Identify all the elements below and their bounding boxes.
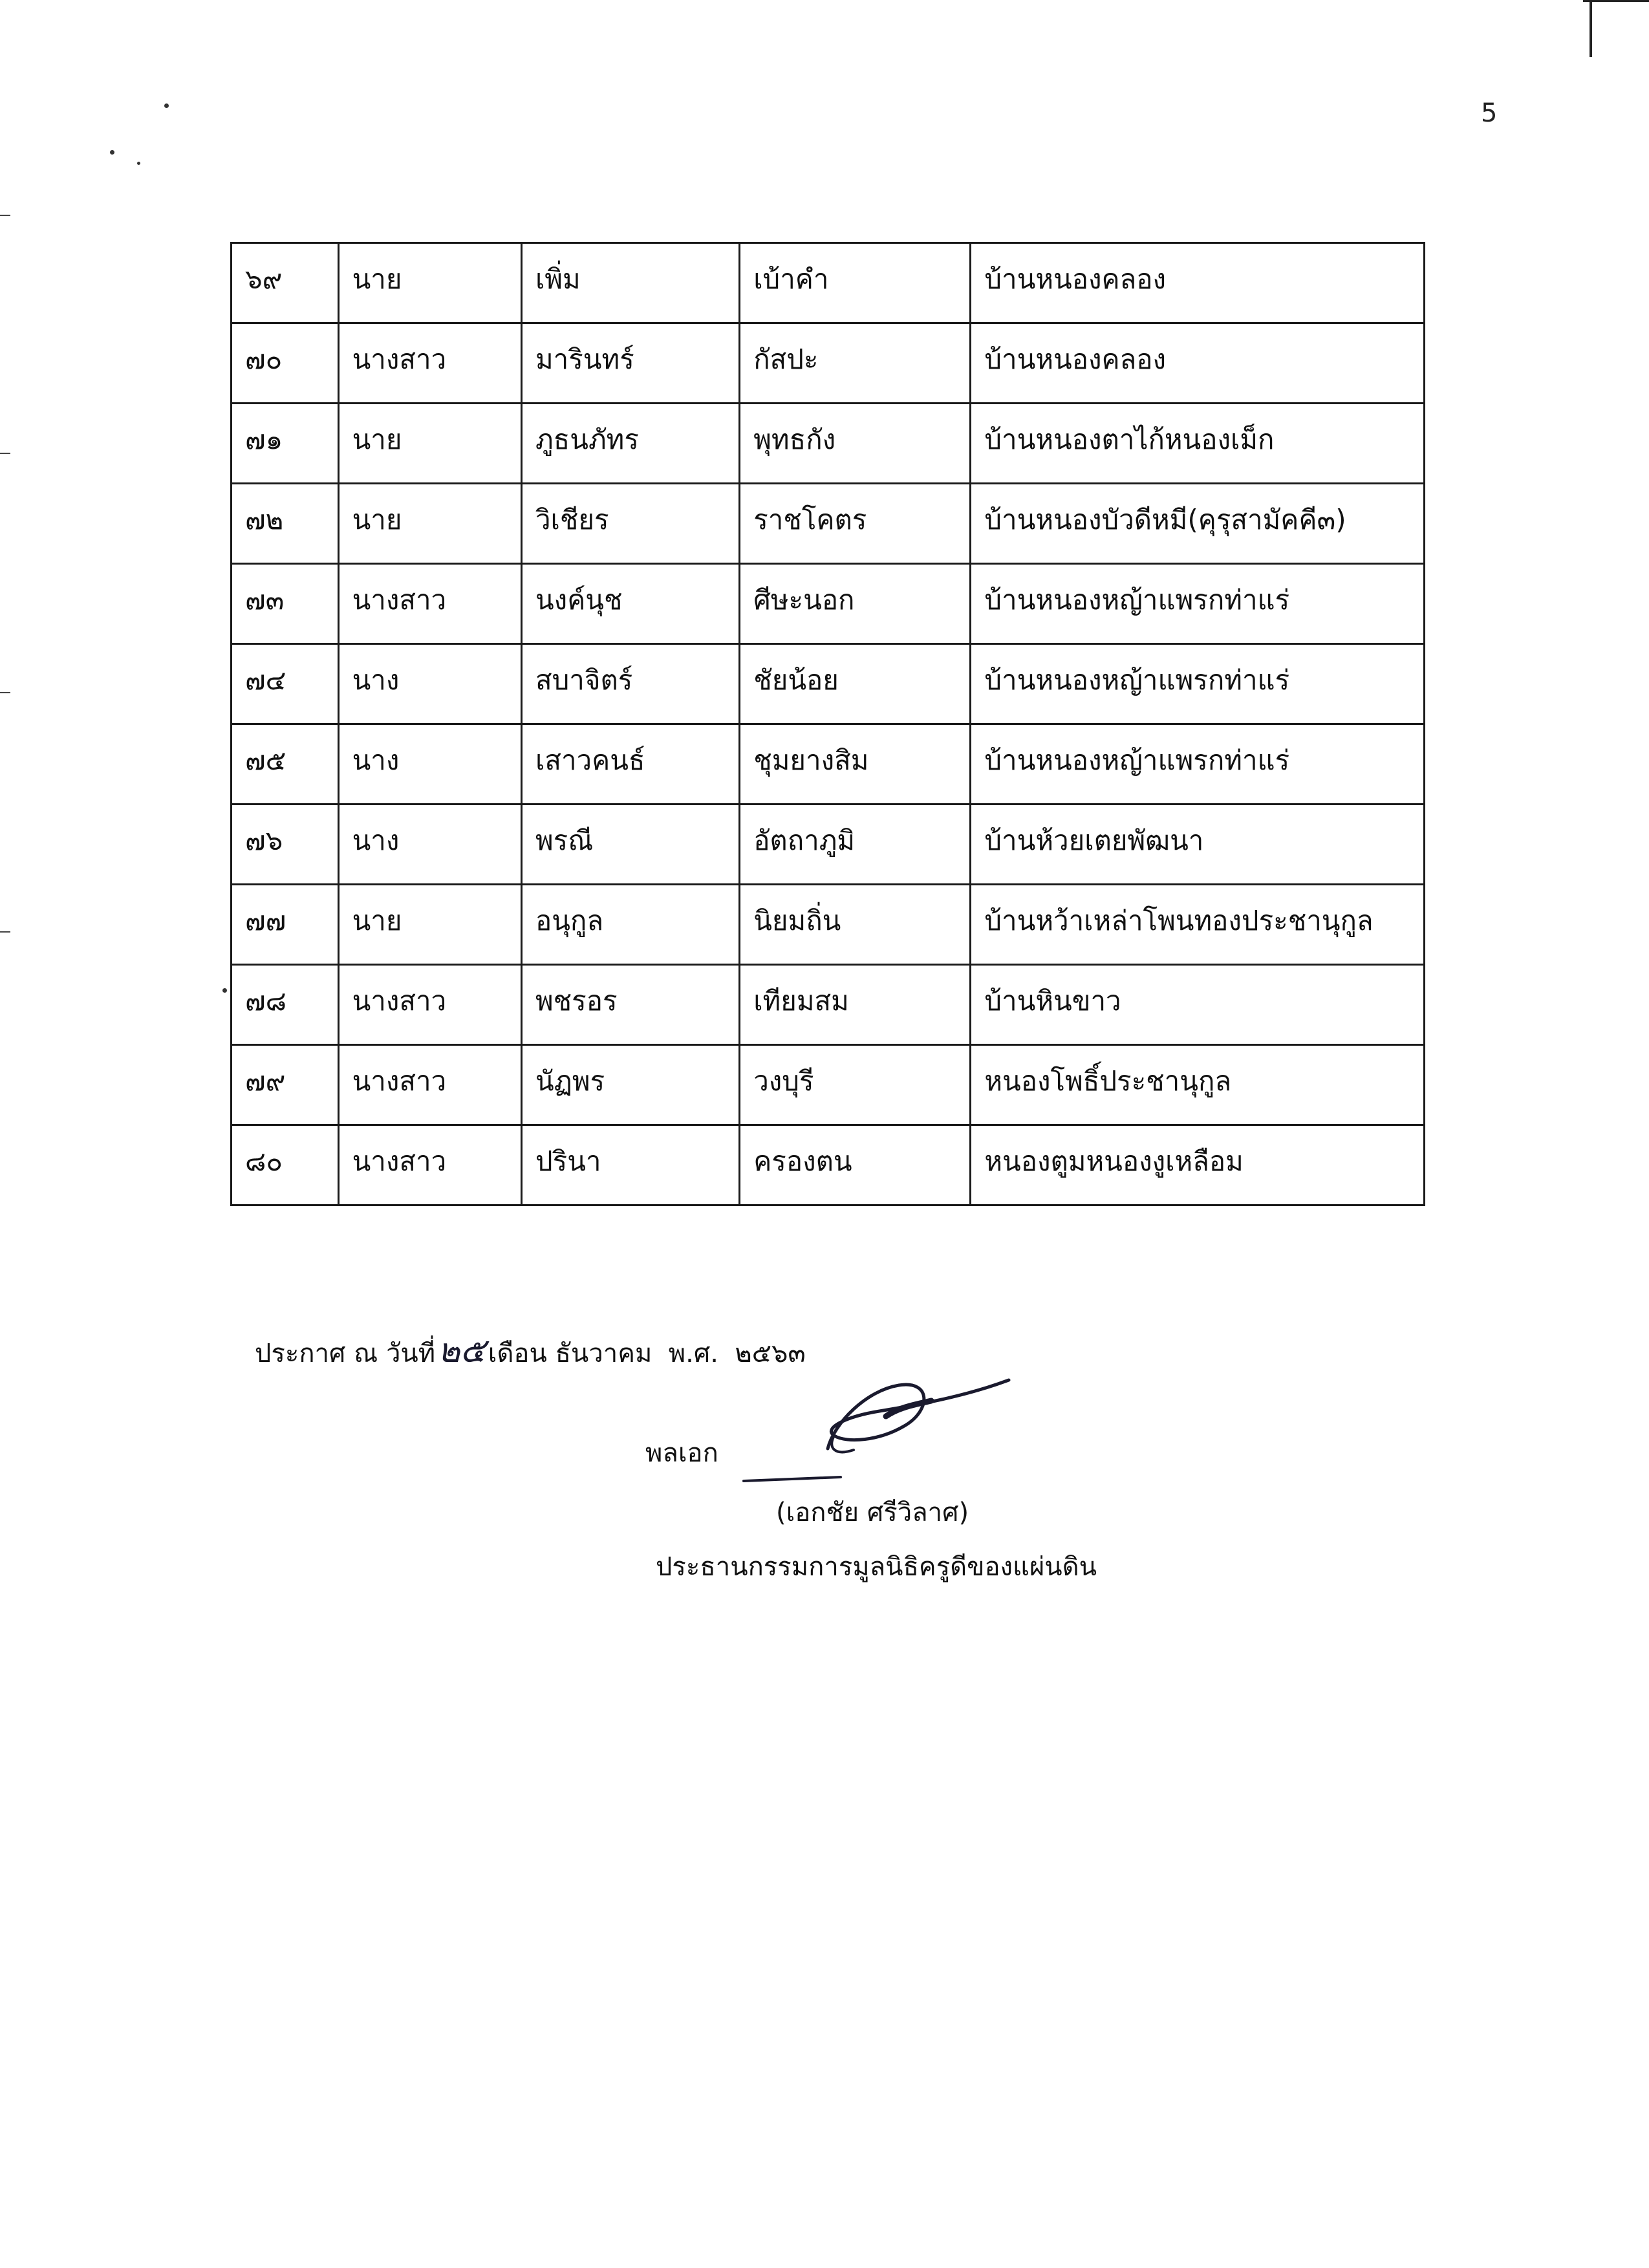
table-row [232,805,1425,885]
table-row [232,243,1425,323]
announcement-day-handwritten: ๒๕ [438,1332,486,1370]
cell-school: บ้านหนองตาไก้หนองเม็ก [971,404,1425,484]
handwritten-signature [737,1371,1035,1487]
table-row [232,965,1425,1045]
table-row [232,484,1425,564]
cell-number: ๗๑ [232,404,339,484]
scan-edge-mark-top [1583,0,1649,2]
cell-school: บ้านหนองคลอง [971,323,1425,404]
cell-school: บ้านหนองหญ้าแพรกท่าแร่ [971,724,1425,805]
announcement-month: เดือน ธันวาคม [488,1339,652,1368]
cell-school: บ้านห้วยเตยพัฒนา [971,805,1425,885]
roster-table-body [232,243,1425,1205]
cell-title: นาง [338,724,521,805]
cell-last-name: กัสปะ [740,323,971,404]
cell-last-name: ครองตน [740,1125,971,1205]
cell-last-name: ราชโคตร [740,484,971,564]
announcement-year-label: พ.ศ. [668,1339,718,1368]
cell-school: บ้านหนองหญ้าแพรกท่าแร่ [971,644,1425,724]
table-row [232,404,1425,484]
scan-speck [110,150,114,155]
cell-title: นางสาว [338,323,521,404]
cell-last-name: พุทธกัง [740,404,971,484]
cell-first-name: เสาวคนธ์ [521,724,739,805]
cell-number: ๗๐ [232,323,339,404]
page-number: 5 [1481,98,1498,128]
table-row [232,724,1425,805]
cell-school: บ้านหนองหญ้าแพรกท่าแร่ [971,564,1425,644]
cell-last-name: เบ้าคำ [740,243,971,323]
cell-first-name: พชรอร [521,965,739,1045]
cell-last-name: ชัยน้อย [740,644,971,724]
cell-last-name: วงบุรี [740,1045,971,1125]
cell-school: บ้านหนองบัวดีหมี(คุรุสามัคคี๓) [971,484,1425,564]
cell-number: ๗๙ [232,1045,339,1125]
table-row [232,644,1425,724]
announcement-year: ๒๕๖๓ [735,1339,806,1368]
scan-speck [222,988,227,993]
cell-first-name: ปรินา [521,1125,739,1205]
table-row [232,1125,1425,1205]
cell-title: นาย [338,404,521,484]
teacher-roster-table [230,242,1425,1206]
cell-last-name: ชุมยางสิม [740,724,971,805]
cell-first-name: ภูธนภัทร [521,404,739,484]
cell-first-name: สบาจิตร์ [521,644,739,724]
cell-title: นาง [338,644,521,724]
cell-first-name: วิเชียร [521,484,739,564]
cell-last-name: เทียมสม [740,965,971,1045]
cell-title: นาง [338,805,521,885]
cell-number: ๗๔ [232,644,339,724]
cell-last-name: อัตถาภูมิ [740,805,971,885]
cell-school: บ้านหินขาว [971,965,1425,1045]
table-row [232,1045,1425,1125]
cell-number: ๗๓ [232,564,339,644]
cell-number: ๗๒ [232,484,339,564]
cell-number: ๘๐ [232,1125,339,1205]
cell-school: บ้านหนองคลอง [971,243,1425,323]
signatory-name: (เอกชัย ศรีวิลาศ) [776,1498,969,1528]
cell-title: นาย [338,243,521,323]
table-row [232,323,1425,404]
margin-tick [0,453,10,454]
margin-tick [0,692,10,693]
cell-last-name: ศีษะนอก [740,564,971,644]
cell-title: นาย [338,885,521,965]
cell-number: ๗๗ [232,885,339,965]
announcement-line [255,1323,806,1377]
signatory-position: ประธานกรรมการมูลนิธิครูดีของแผ่นดิน [656,1552,1097,1582]
scan-edge-mark [1590,0,1592,57]
table-row [232,885,1425,965]
table-row [232,564,1425,644]
announcement-prefix: ประกาศ ณ วันที่ [255,1339,436,1368]
margin-tick [0,931,10,933]
cell-number: ๖๙ [232,243,339,323]
cell-title: นางสาว [338,1045,521,1125]
cell-first-name: มารินทร์ [521,323,739,404]
margin-tick [0,215,10,216]
cell-school: หนองโพธิ์ประชานุกูล [971,1045,1425,1125]
cell-first-name: นงค์นุช [521,564,739,644]
cell-school: บ้านหว้าเหล่าโพนทองประชานุกูล [971,885,1425,965]
cell-title: นาย [338,484,521,564]
cell-title: นางสาว [338,1125,521,1205]
cell-school: หนองตูมหนองงูเหลือม [971,1125,1425,1205]
cell-number: ๗๖ [232,805,339,885]
signatory-rank: พลเอก [645,1438,718,1468]
scan-speck [164,103,169,108]
cell-first-name: เพิ่ม [521,243,739,323]
cell-last-name: นิยมถิ่น [740,885,971,965]
cell-first-name: พรณี [521,805,739,885]
cell-first-name: นัฏพร [521,1045,739,1125]
cell-number: ๗๕ [232,724,339,805]
scan-speck [137,162,140,165]
cell-title: นางสาว [338,965,521,1045]
cell-title: นางสาว [338,564,521,644]
cell-first-name: อนุกูล [521,885,739,965]
cell-number: ๗๘ [232,965,339,1045]
